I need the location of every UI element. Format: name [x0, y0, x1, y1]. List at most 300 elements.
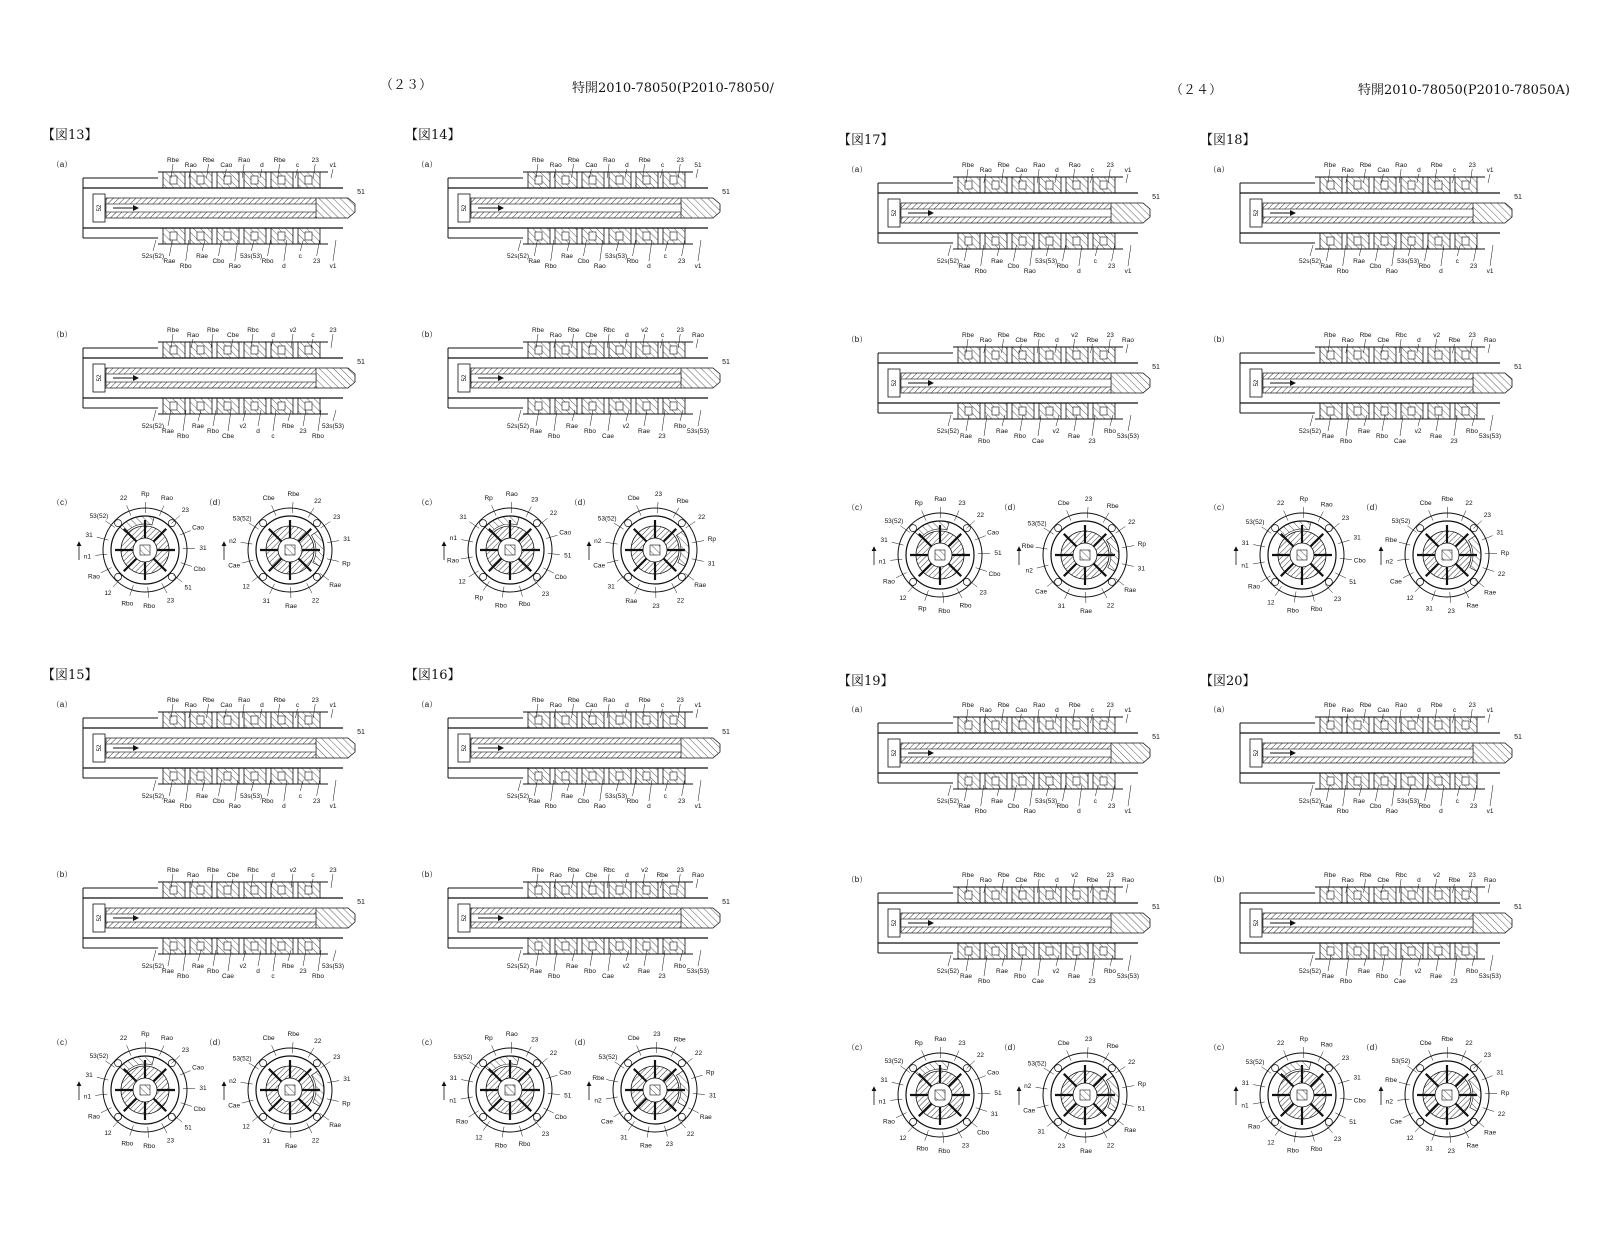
seal-bottom	[197, 772, 204, 780]
leader-line	[333, 240, 336, 261]
callout-label-ring: 12	[1267, 599, 1275, 607]
callout-label-top: v2	[289, 867, 297, 874]
callout-label-bottom: Rae	[1068, 433, 1080, 440]
callout-label-top: Rao	[979, 707, 992, 714]
callout-label-bottom: Rao	[593, 263, 606, 270]
callout-label-ring: Rae	[329, 1122, 342, 1130]
callout-label-top: d	[1417, 877, 1421, 884]
callout-label-ring: 31	[85, 1072, 93, 1080]
seal-top	[670, 176, 677, 184]
callout-label-top: Cbe	[1377, 877, 1390, 884]
callout-label-top: Rbe	[962, 162, 974, 169]
seal-top	[197, 176, 204, 184]
callout-label-bottom: 23	[1088, 438, 1096, 445]
leader-line	[327, 541, 339, 543]
callout-label-ring: 31	[1241, 1079, 1250, 1087]
port-hole	[313, 1113, 320, 1120]
seal-top	[643, 176, 650, 184]
callout-label-bottom: Rae	[1320, 263, 1333, 270]
callout-label-ring: 31	[262, 1138, 270, 1146]
callout-label-bottom: Rae	[991, 258, 1004, 265]
callout-label-top: d	[260, 702, 264, 709]
callout-label-ring: n1	[1241, 562, 1249, 570]
shaft-end	[1111, 913, 1150, 933]
leader-line	[633, 240, 636, 256]
callout-label-bottom: 52s(52)	[936, 968, 960, 975]
callout-label-ring: Rao	[87, 1113, 100, 1121]
shaft-end	[316, 368, 355, 388]
callout-label-top: Rbe	[273, 697, 286, 704]
callout-label-ring: Rp	[141, 1031, 150, 1039]
callout-label-bottom: 23	[678, 798, 686, 805]
callout-label-bottom: Rbo	[548, 433, 560, 440]
leader-line	[333, 410, 336, 421]
figure-title-15: 【図15】	[42, 668, 98, 683]
callout-label-top: Rbc	[247, 867, 259, 874]
leader-line	[1335, 1113, 1346, 1118]
hub-key	[285, 545, 295, 555]
port-hole	[1108, 525, 1115, 532]
shaft-label: 51	[357, 899, 365, 906]
callout-label-bottom: Rae	[958, 263, 971, 270]
leader-line	[1036, 1087, 1048, 1089]
callout-label-bottom: Rbo	[177, 973, 189, 980]
leader-line	[242, 1100, 254, 1103]
figure-14	[417, 157, 730, 610]
callout-label-top: Rao	[187, 332, 199, 339]
callout-label-ring: Rae	[1466, 1142, 1479, 1150]
leader-line	[181, 1103, 192, 1107]
leader-line	[546, 535, 557, 538]
callout-label-ring: 31	[990, 1111, 999, 1119]
callout-label-ring: n1	[1241, 1102, 1249, 1110]
callout-label-ring: 23	[531, 1036, 539, 1044]
seal-top	[224, 886, 231, 894]
callout-label-ring: 53(52)	[598, 1054, 618, 1062]
leader-line	[698, 240, 701, 261]
seal-bottom	[1435, 947, 1442, 955]
leader-line	[153, 240, 156, 251]
seal-bottom	[224, 772, 231, 780]
leader-line	[295, 709, 297, 718]
left-mark-label: 52	[462, 204, 468, 212]
callout-label-ring: Rae	[699, 1113, 712, 1121]
callout-label-bottom: Rbo	[1336, 268, 1349, 275]
callout-label-bottom: Rbo	[312, 973, 324, 980]
callout-label-bottom: 52s(52)	[141, 253, 165, 260]
callout-label-bottom: Cae	[602, 973, 614, 980]
callout-label-bottom: 52s(52)	[1298, 258, 1322, 265]
callout-label-ring: 31	[1241, 539, 1250, 547]
callout-label-ring: Rp	[484, 494, 493, 502]
leader-line	[1310, 955, 1313, 966]
seal-top	[1046, 721, 1053, 729]
sub-label-c: （c）	[52, 498, 72, 507]
shaft-end	[1111, 743, 1150, 763]
callout-label-bottom: Rbe	[282, 423, 294, 430]
callout-label-bottom: 52s(52)	[141, 963, 165, 970]
callout-label-ring: Rp	[707, 536, 717, 544]
seal-top	[278, 176, 285, 184]
seal-bottom	[562, 772, 569, 780]
seal-top	[616, 176, 623, 184]
seal-bottom	[1408, 237, 1415, 245]
port-hole	[678, 1113, 685, 1120]
leader-line	[461, 540, 473, 542]
callout-label-top: Cao	[1015, 167, 1028, 174]
seal-bottom	[992, 237, 999, 245]
callout-label-top: Cbe	[227, 332, 239, 339]
seal-top	[616, 346, 623, 354]
hub-key	[505, 1085, 515, 1095]
callout-label-bottom: Rbo	[1466, 968, 1478, 975]
callout-label-ring: 51	[1137, 1105, 1145, 1113]
seal-top	[197, 886, 204, 894]
callout-label-ring: 23	[652, 602, 660, 610]
seal-bottom	[1019, 777, 1026, 785]
callout-label-ring: n1	[878, 558, 886, 566]
left-mark-label: 52	[1254, 749, 1260, 757]
callout-label-bottom: 23	[299, 428, 307, 435]
callout-label-ring: Cbo	[193, 566, 206, 574]
callout-label-top: Rbe	[532, 327, 544, 334]
page-number-left: （２３）	[380, 78, 433, 93]
seal-top	[643, 716, 650, 724]
seal-top	[1019, 351, 1026, 359]
callout-label-ring: 22	[120, 1034, 128, 1042]
callout-label-bottom: Rao	[1385, 808, 1398, 815]
callout-label-bottom: c	[1455, 258, 1459, 265]
callout-label-bottom: 53s(53)	[1397, 258, 1420, 265]
seal-bottom	[1073, 237, 1080, 245]
seal-bottom	[535, 402, 542, 410]
port-hole	[910, 578, 917, 585]
port-hole	[260, 1060, 267, 1067]
port-hole	[1272, 578, 1279, 585]
callout-label-bottom: Rae	[1353, 798, 1366, 805]
leader-line	[101, 568, 112, 573]
callout-label-ring: 22	[1277, 499, 1285, 507]
callout-label-ring: Cao	[987, 529, 1000, 537]
callout-label-top: Rbe	[167, 327, 179, 334]
callout-label-ring: 23	[181, 506, 190, 514]
callout-label-ring: 23	[1333, 596, 1342, 604]
seal-top	[278, 716, 285, 724]
seal-top	[1381, 181, 1388, 189]
seal-bottom	[1435, 407, 1442, 415]
callout-label-bottom: 53s(53)	[1116, 433, 1140, 440]
port-hole	[115, 1060, 122, 1067]
callout-label-bottom: Cbo	[212, 258, 225, 265]
seal-bottom	[305, 232, 312, 240]
shaft-end	[316, 908, 355, 928]
callout-label-top: Rbe	[962, 702, 974, 709]
callout-label-bottom: Rae	[1320, 803, 1333, 810]
leader-line	[692, 559, 704, 562]
port-hole	[1470, 1118, 1477, 1125]
callout-label-top: d	[1055, 337, 1059, 344]
shaft-end	[1473, 373, 1512, 393]
callout-label-ring: 31	[1353, 1074, 1361, 1082]
leader-line	[660, 339, 662, 348]
seal-top	[589, 176, 596, 184]
seal-top	[1073, 891, 1080, 899]
leader-line	[1063, 785, 1066, 801]
leader-line	[1338, 1080, 1349, 1083]
callout-label-ring: 22	[976, 511, 985, 519]
callout-label-ring: n1	[83, 1093, 91, 1101]
seal-bottom	[1100, 777, 1107, 785]
sub-label-d: （d）	[204, 1038, 226, 1047]
callout-label-top: Rbe	[1068, 702, 1081, 709]
seal-bottom	[305, 942, 312, 950]
leader-line	[693, 1093, 705, 1094]
callout-label-ring: Cbe	[627, 1034, 640, 1042]
callout-label-ring: 31	[709, 1092, 717, 1100]
callout-label-top: Cao	[585, 162, 598, 169]
callout-label-ring: 22	[1106, 602, 1115, 610]
left-mark-label: 52	[1254, 209, 1260, 217]
sub-label-c: （c）	[847, 1043, 867, 1052]
callout-label-bottom: Rae	[566, 423, 578, 430]
callout-label-top: Rbe	[167, 697, 179, 704]
leader-line	[698, 950, 701, 966]
figure-title-17: 【図17】	[838, 133, 894, 148]
sub-label-a: （a）	[846, 705, 868, 714]
callout-label-bottom: v2	[1414, 428, 1422, 435]
seal-bottom	[1073, 407, 1080, 415]
callout-label-bottom: Rao	[593, 803, 606, 810]
callout-label-bottom: Rbo	[207, 968, 219, 975]
callout-label-bottom: v2	[239, 423, 247, 430]
callout-label-ring: 12	[104, 590, 112, 598]
callout-label-ring: 22	[676, 597, 685, 605]
leader-line	[1340, 558, 1352, 559]
callout-label-top: d	[1055, 877, 1059, 884]
leader-line	[696, 709, 698, 718]
seal-top	[589, 346, 596, 354]
callout-label-ring: Rao	[505, 491, 518, 499]
callout-label-ring: 22	[1277, 1039, 1285, 1047]
callout-label-ring: 31	[707, 560, 715, 568]
shaft-end	[316, 738, 355, 758]
port-hole	[910, 525, 917, 532]
callout-label-ring: Rbe	[1106, 1042, 1119, 1050]
leader-line	[1482, 536, 1493, 540]
sub-label-d: （d）	[999, 503, 1021, 512]
callout-label-top: Rao	[979, 877, 992, 884]
seal-top	[1381, 351, 1388, 359]
callout-label-bottom: 53s(53)	[1478, 973, 1502, 980]
callout-label-ring: 12	[475, 1134, 483, 1142]
callout-label-bottom: Rbo	[1336, 808, 1349, 815]
callout-label-top: Rbe	[207, 867, 219, 874]
seal-top	[197, 716, 204, 724]
callout-label-bottom: Rae	[996, 968, 1008, 975]
leader-line	[1403, 573, 1414, 578]
callout-label-ring: n2	[1385, 558, 1393, 566]
callout-label-top: Rbe	[567, 327, 580, 334]
callout-label-ring: 23	[541, 1131, 550, 1139]
leader-line	[241, 542, 253, 544]
seal-top	[1019, 181, 1026, 189]
seal-top	[1073, 721, 1080, 729]
hub-key	[1442, 1090, 1452, 1100]
callout-label-bottom: Rbo	[1418, 803, 1431, 810]
port-hole	[625, 1060, 632, 1067]
seal-bottom	[1408, 947, 1415, 955]
callout-label-ring: Cae	[228, 562, 241, 570]
callout-label-top: Rbe	[567, 697, 580, 704]
port-hole	[1108, 578, 1115, 585]
callout-label-bottom: 23	[1450, 978, 1458, 985]
seal-bottom	[965, 407, 972, 415]
callout-label-ring: Rao	[161, 1035, 173, 1043]
seal-bottom	[251, 942, 258, 950]
seal-top	[305, 716, 312, 724]
callout-label-top: Cbe	[585, 872, 598, 879]
callout-label-bottom: Rbo	[674, 963, 686, 970]
seal-bottom	[589, 942, 596, 950]
shaft-label: 51	[1514, 734, 1522, 741]
leader-line	[1253, 562, 1265, 564]
callout-label-bottom: Rbo	[548, 973, 560, 980]
callout-label-bottom: 53s(53)	[605, 793, 628, 800]
callout-label-top: Rbe	[1448, 877, 1461, 884]
callout-label-bottom: 53s(53)	[321, 963, 345, 970]
callout-label-top: Cao	[220, 162, 233, 169]
callout-label-ring: Cbe	[1057, 1039, 1070, 1047]
seal-bottom	[965, 237, 972, 245]
callout-label-ring: Rae	[285, 1142, 298, 1150]
callout-label-bottom: d	[647, 803, 651, 810]
leader-line	[698, 410, 701, 426]
callout-label-ring: 23	[1447, 1147, 1455, 1155]
callout-label-ring: 23	[166, 1137, 175, 1145]
callout-label-bottom: d	[1439, 268, 1443, 275]
callout-label-top: v2	[1071, 872, 1079, 879]
leader-line	[1126, 344, 1128, 353]
seal-top	[616, 716, 623, 724]
callout-label-ring: Cbo	[1353, 557, 1366, 565]
callout-label-bottom: Cae	[1032, 978, 1044, 985]
shaft-label: 51	[1514, 904, 1522, 911]
callout-label-bottom: v2	[622, 963, 630, 970]
callout-label-top: Cao	[1015, 707, 1028, 714]
sub-label-b: （b）	[416, 330, 438, 339]
callout-label-ring: Rae	[1080, 1147, 1093, 1155]
callout-label-top: Rbe	[167, 867, 179, 874]
callout-label-top: Rao	[1484, 337, 1496, 344]
leader-line	[660, 169, 662, 178]
seal-bottom	[1100, 947, 1107, 955]
leader-line	[95, 1094, 107, 1095]
seal-bottom	[616, 232, 623, 240]
callout-label-ring: Rp	[1137, 1081, 1147, 1089]
seal-bottom	[965, 777, 972, 785]
seal-bottom	[1462, 947, 1469, 955]
callout-label-top: Cbe	[585, 332, 598, 339]
callout-label-ring: 23	[979, 589, 987, 597]
figure-18	[1209, 162, 1522, 615]
leader-line	[180, 1071, 191, 1075]
seal-top	[1435, 181, 1442, 189]
seal-bottom	[197, 402, 204, 410]
callout-label-ring: Rp	[706, 1069, 715, 1077]
callout-label-ring: 53(52)	[232, 1055, 252, 1063]
callout-label-top: c	[311, 332, 315, 339]
callout-label-ring: n2	[594, 537, 602, 545]
seal-bottom	[535, 942, 542, 950]
callout-label-bottom: Rbo	[1056, 803, 1069, 810]
port-hole	[910, 1118, 917, 1125]
callout-label-ring: Cbe	[262, 1034, 275, 1042]
leader-line	[1452, 344, 1454, 353]
callout-label-bottom: Rae	[528, 798, 541, 805]
callout-label-ring: Cao	[559, 529, 572, 537]
callout-label-top: d	[625, 162, 629, 169]
leader-line	[546, 1075, 557, 1078]
leader-line	[327, 1099, 339, 1102]
leader-line	[892, 542, 904, 545]
callout-label-ring: 53(52)	[89, 1052, 109, 1060]
figure-13	[52, 157, 365, 610]
seal-bottom	[643, 232, 650, 240]
callout-label-top: Rbe	[567, 157, 580, 164]
port-hole	[533, 1113, 540, 1120]
callout-label-bottom: v2	[1052, 968, 1060, 975]
callout-label-ring: 23	[961, 1142, 970, 1150]
callout-label-ring: 31	[85, 532, 93, 540]
callout-label-bottom: Rbo	[312, 433, 324, 440]
leader-line	[1397, 1099, 1409, 1100]
callout-label-bottom: 52s(52)	[506, 793, 530, 800]
callout-label-bottom: Rae	[1322, 433, 1334, 440]
callout-label-top: Cbe	[1377, 337, 1390, 344]
callout-label-ring: Rae	[1484, 589, 1497, 597]
seal-bottom	[1408, 777, 1415, 785]
leader-line	[543, 1108, 554, 1113]
callout-label-top: Cao	[1377, 167, 1390, 174]
callout-label-ring: Cao	[987, 1069, 1000, 1077]
seal-top	[1381, 891, 1388, 899]
callout-label-ring: Rao	[505, 1031, 518, 1039]
callout-label-bottom: 53s(53)	[1116, 973, 1140, 980]
seal-bottom	[562, 232, 569, 240]
leader-line	[1128, 245, 1131, 266]
hub-key	[935, 1090, 945, 1100]
callout-label-ring: Rao	[934, 1036, 947, 1044]
callout-label-top: Rao	[1122, 877, 1134, 884]
callout-label-ring: 53(52)	[1391, 517, 1411, 525]
callout-label-ring: Rae	[639, 1142, 652, 1150]
callout-label-ring: Rp	[1500, 1090, 1510, 1098]
seal-bottom	[251, 772, 258, 780]
leader-line	[1090, 174, 1092, 183]
callout-label-ring: 23	[1057, 1143, 1065, 1151]
seal-top	[1462, 721, 1469, 729]
callout-label-ring: 23	[1084, 496, 1093, 504]
left-mark-label: 52	[1254, 919, 1260, 927]
leader-line	[1452, 714, 1454, 723]
callout-label-top: Rao	[184, 162, 197, 169]
seal-bottom	[616, 402, 623, 410]
callout-label-ring: 31	[343, 1076, 351, 1084]
leader-line	[548, 1093, 560, 1094]
callout-label-bottom: Rbo	[207, 428, 219, 435]
seal-bottom	[643, 772, 650, 780]
callout-label-top: Rao	[1341, 707, 1354, 714]
